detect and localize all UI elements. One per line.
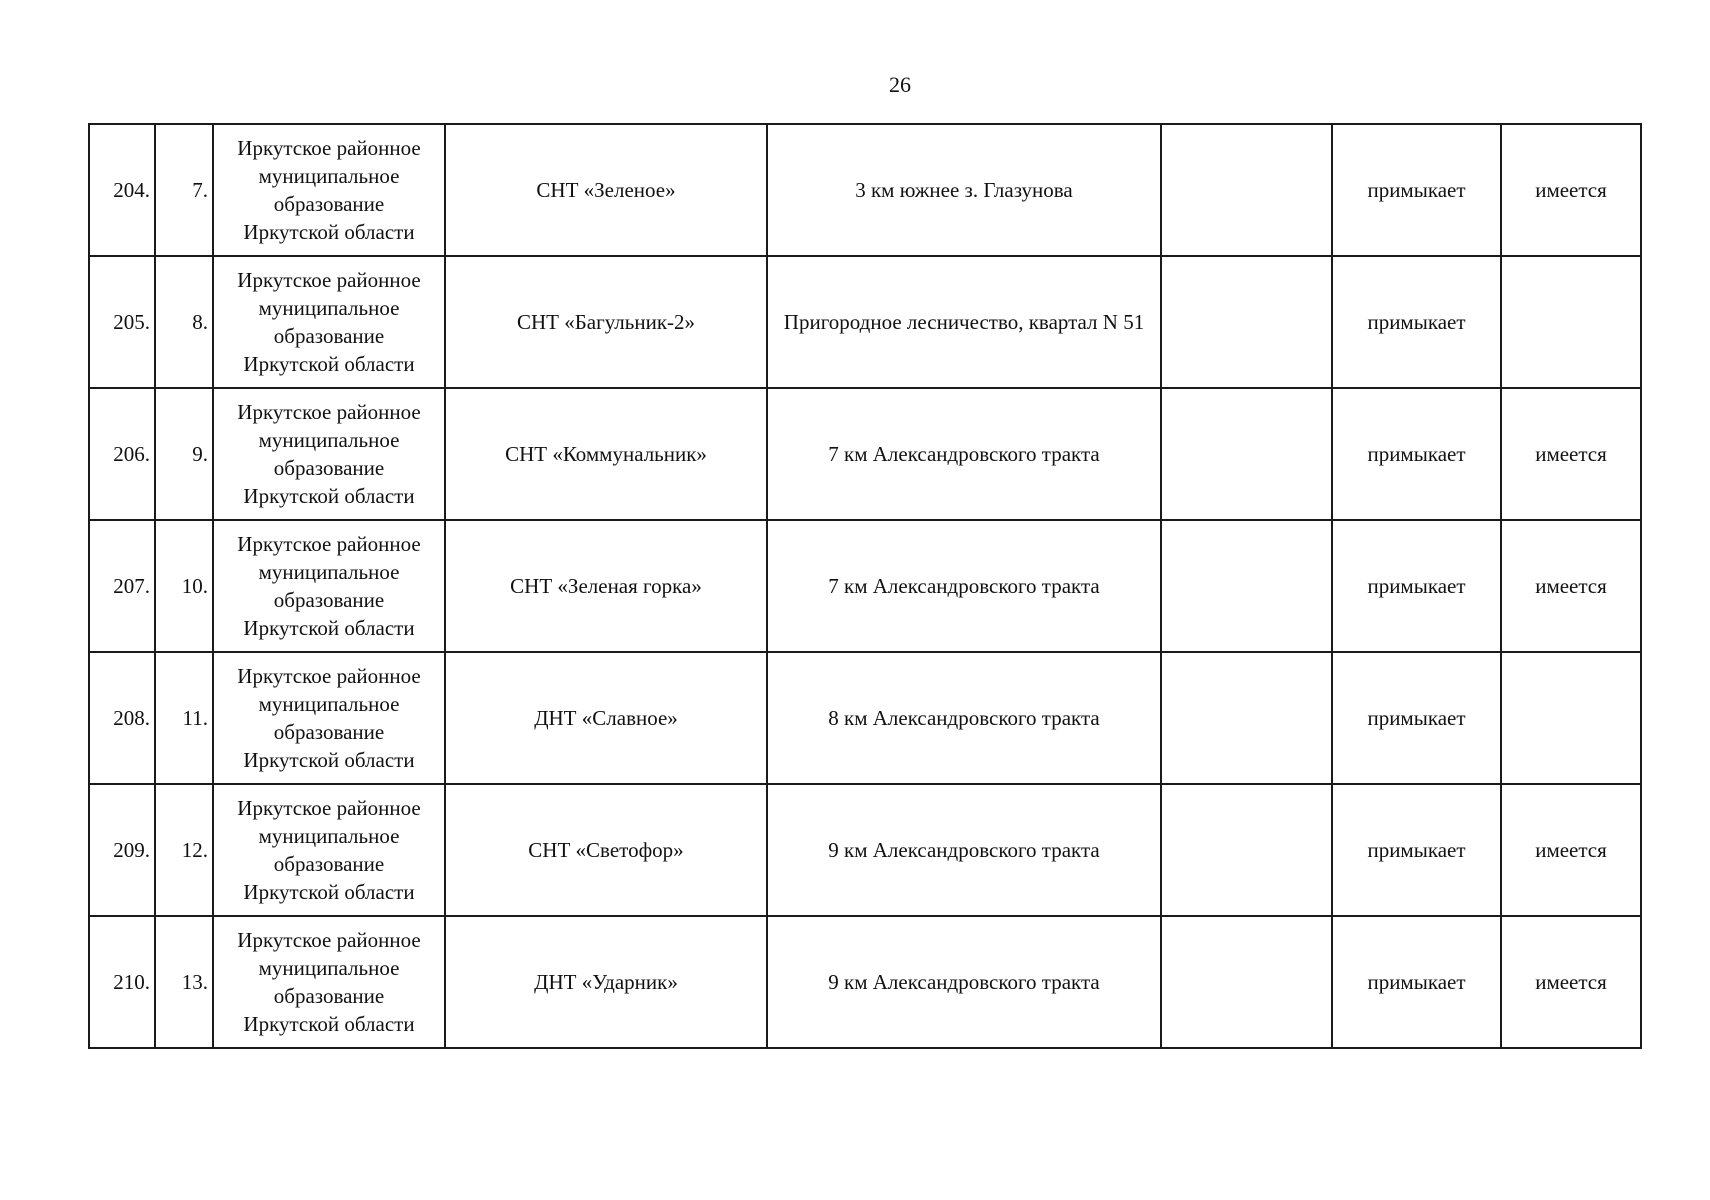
municipality-cell <box>213 916 445 1048</box>
municipality-line: Иркутской области <box>243 484 415 508</box>
table-row <box>89 520 1641 652</box>
municipality-line: Иркутское районное <box>237 532 421 556</box>
empty-cell <box>1161 256 1332 388</box>
municipality-line: Иркутской области <box>243 748 415 772</box>
adjacency-cell: примыкает <box>1332 388 1501 520</box>
empty-cell <box>1161 520 1332 652</box>
municipality-line: образование <box>273 192 385 216</box>
association-name: ДНТ «Славное» <box>445 652 767 784</box>
row-number: 206. <box>89 388 155 520</box>
empty-cell <box>1161 652 1332 784</box>
municipality-line: Иркутское районное <box>237 400 421 424</box>
row-subnumber: 13. <box>155 916 213 1048</box>
municipality-line: Иркутское районное <box>237 796 421 820</box>
municipality-line: муниципальное <box>258 956 400 980</box>
location-cell: 8 км Александровского тракта <box>767 652 1161 784</box>
municipality-line: Иркутской области <box>243 220 415 244</box>
location-cell: 9 км Александровского тракта <box>767 916 1161 1048</box>
location-cell: 7 км Александровского тракта <box>767 388 1161 520</box>
table-body <box>89 124 1641 1048</box>
adjacency-cell: примыкает <box>1332 784 1501 916</box>
location-cell: 7 км Александровского тракта <box>767 520 1161 652</box>
row-number: 207. <box>89 520 155 652</box>
municipality-line: образование <box>273 588 385 612</box>
adjacency-cell: примыкает <box>1332 124 1501 256</box>
empty-cell <box>1161 124 1332 256</box>
table-row <box>89 124 1641 256</box>
municipality-line: муниципальное <box>258 428 400 452</box>
municipality-line: Иркутской области <box>243 880 415 904</box>
municipality-line: образование <box>273 984 385 1008</box>
municipality-cell <box>213 124 445 256</box>
row-subnumber: 9. <box>155 388 213 520</box>
location-cell: 3 км южнее з. Глазунова <box>767 124 1161 256</box>
municipality-line: образование <box>273 720 385 744</box>
table-row <box>89 256 1641 388</box>
municipality-line: Иркутское районное <box>237 268 421 292</box>
municipality-cell <box>213 652 445 784</box>
table-row <box>89 388 1641 520</box>
association-name: СНТ «Светофор» <box>445 784 767 916</box>
row-subnumber: 10. <box>155 520 213 652</box>
availability-cell: имеется <box>1501 916 1641 1048</box>
municipality-cell <box>213 520 445 652</box>
association-name: СНТ «Зеленое» <box>445 124 767 256</box>
municipality-line: муниципальное <box>258 560 400 584</box>
empty-cell <box>1161 388 1332 520</box>
availability-cell: имеется <box>1501 124 1641 256</box>
row-number: 208. <box>89 652 155 784</box>
adjacency-cell: примыкает <box>1332 652 1501 784</box>
adjacency-cell: примыкает <box>1332 256 1501 388</box>
municipality-line: Иркутское районное <box>237 664 421 688</box>
row-number: 209. <box>89 784 155 916</box>
row-subnumber: 8. <box>155 256 213 388</box>
association-name: СНТ «Зеленая горка» <box>445 520 767 652</box>
row-number: 205. <box>89 256 155 388</box>
availability-cell: имеется <box>1501 784 1641 916</box>
municipality-cell <box>213 256 445 388</box>
row-number: 210. <box>89 916 155 1048</box>
row-subnumber: 12. <box>155 784 213 916</box>
municipality-line: муниципальное <box>258 692 400 716</box>
municipality-line: образование <box>273 852 385 876</box>
municipality-line: Иркутской области <box>243 1012 415 1036</box>
table-row <box>89 916 1641 1048</box>
municipality-line: образование <box>273 456 385 480</box>
municipality-line: Иркутской области <box>243 352 415 376</box>
association-name: СНТ «Коммунальник» <box>445 388 767 520</box>
row-number: 204. <box>89 124 155 256</box>
availability-cell: имеется <box>1501 520 1641 652</box>
empty-cell <box>1161 784 1332 916</box>
availability-cell <box>1501 256 1641 388</box>
municipality-line: Иркутское районное <box>237 136 421 160</box>
table-row <box>89 652 1641 784</box>
location-cell: 9 км Александровского тракта <box>767 784 1161 916</box>
row-subnumber: 11. <box>155 652 213 784</box>
municipality-line: Иркутской области <box>243 616 415 640</box>
municipality-line: муниципальное <box>258 164 400 188</box>
municipality-line: муниципальное <box>258 296 400 320</box>
availability-cell <box>1501 652 1641 784</box>
municipality-line: муниципальное <box>258 824 400 848</box>
table-row <box>89 784 1641 916</box>
municipality-cell <box>213 784 445 916</box>
empty-cell <box>1161 916 1332 1048</box>
association-name: ДНТ «Ударник» <box>445 916 767 1048</box>
association-name: СНТ «Багульник-2» <box>445 256 767 388</box>
municipality-line: Иркутское районное <box>237 928 421 952</box>
location-cell: Пригородное лесничество, квартал N 51 <box>767 256 1161 388</box>
adjacency-cell: примыкает <box>1332 520 1501 652</box>
availability-cell: имеется <box>1501 388 1641 520</box>
municipality-line: образование <box>273 324 385 348</box>
row-subnumber: 7. <box>155 124 213 256</box>
registry-table <box>88 123 1642 1049</box>
adjacency-cell: примыкает <box>1332 916 1501 1048</box>
page-number: 26 <box>889 72 911 97</box>
municipality-cell <box>213 388 445 520</box>
